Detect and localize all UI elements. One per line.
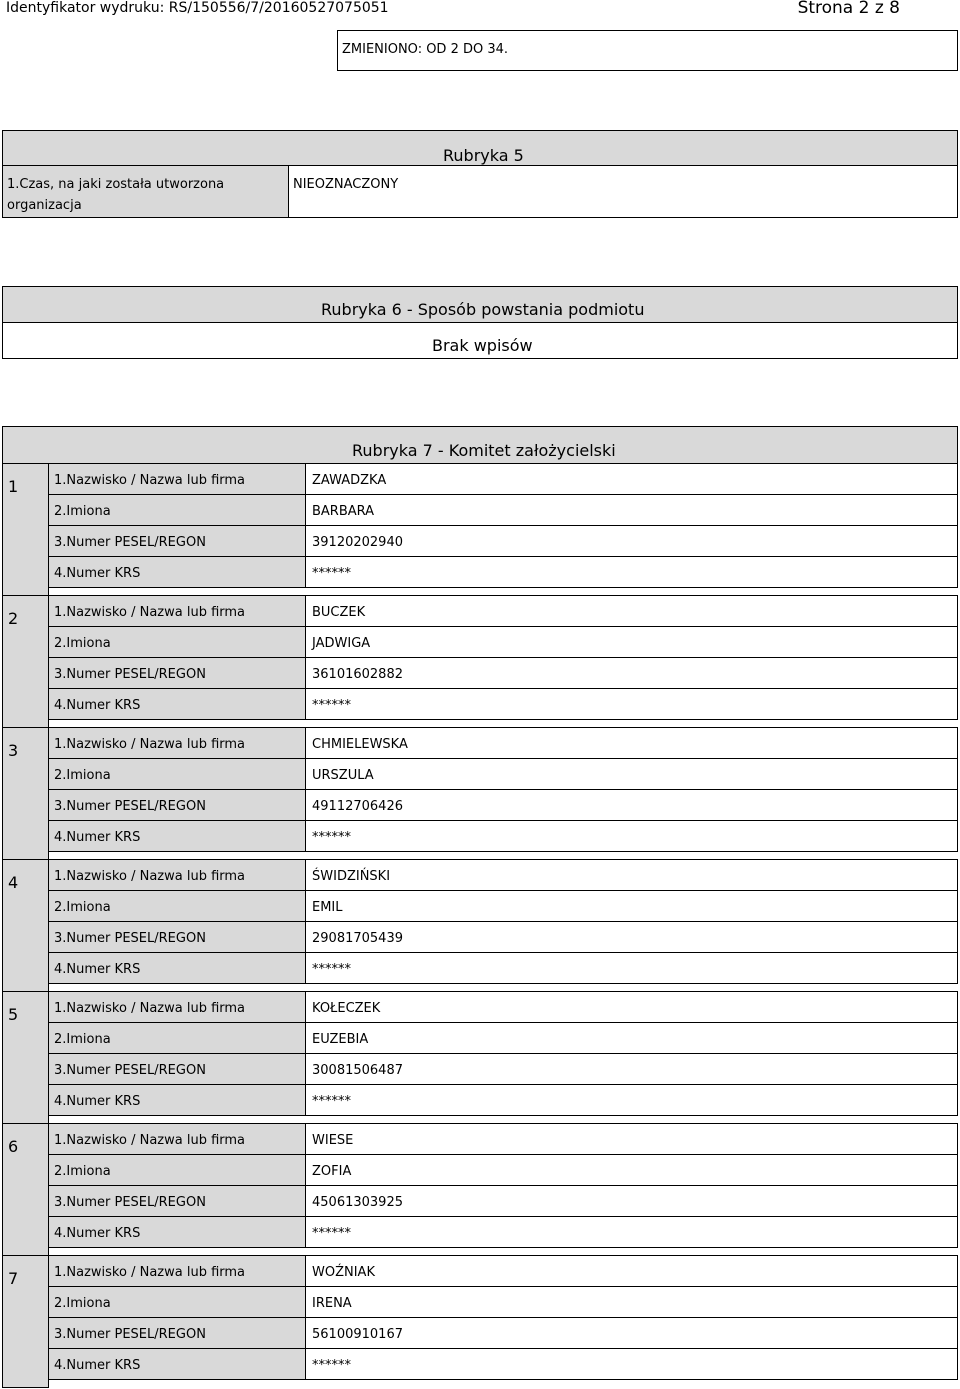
member-surname-label: 1.Nazwisko / Nazwa lub firma [54, 473, 246, 488]
member-krs-value-cell [305, 1084, 958, 1116]
member-pesel-value-cell [305, 657, 958, 689]
member-names-value-cell [305, 1154, 958, 1186]
member-number: 3 [8, 741, 19, 760]
member-surname-value: WIESE [312, 1133, 354, 1148]
member-number-cell [2, 595, 49, 728]
member-names-label-cell [48, 890, 306, 922]
member-names-label: 2.Imiona [54, 504, 111, 519]
rubryka6-value: Brak wpisów [432, 336, 533, 355]
member-pesel-label: 3.Numer PESEL/REGON [54, 667, 206, 682]
member-pesel-label-cell [48, 789, 306, 821]
member-krs-value: ****** [312, 698, 351, 713]
member-krs-label-cell [48, 1216, 306, 1248]
member-surname-label: 1.Nazwisko / Nazwa lub firma [54, 737, 246, 752]
member-names-value-cell [305, 1022, 958, 1054]
member-krs-label: 4.Numer KRS [54, 1094, 141, 1109]
member-surname-label: 1.Nazwisko / Nazwa lub firma [54, 1265, 246, 1280]
member-surname-value: ŚWIDZIŃSKI [312, 869, 391, 884]
member-number-cell [2, 991, 49, 1124]
member-names-label-cell [48, 1286, 306, 1318]
member-pesel-value: 30081506487 [312, 1063, 403, 1078]
change-note: ZMIENIONO: OD 2 DO 34. [342, 42, 509, 57]
member-krs-label: 4.Numer KRS [54, 698, 141, 713]
member-surname-label-cell [48, 1255, 306, 1287]
member-names-label-cell [48, 626, 306, 658]
member-names-label-cell [48, 758, 306, 790]
member-pesel-label: 3.Numer PESEL/REGON [54, 1063, 206, 1078]
member-surname-value: CHMIELEWSKA [312, 737, 408, 752]
member-krs-label: 4.Numer KRS [54, 962, 141, 977]
member-number: 5 [8, 1005, 19, 1024]
member-krs-label: 4.Numer KRS [54, 1226, 141, 1241]
member-pesel-value-cell [305, 1185, 958, 1217]
rubryka6-header [2, 286, 958, 323]
member-surname-value: BUCZEK [312, 605, 366, 620]
member-names-value-cell [305, 626, 958, 658]
member-krs-value-cell [305, 688, 958, 720]
rubryka5-label-cell [2, 165, 289, 218]
rubryka5-label-line2: organizacja [7, 198, 82, 213]
member-number-cell [2, 1123, 49, 1256]
print-identifier: Identyfikator wydruku: RS/150556/7/20160527075051 [6, 0, 389, 16]
member-pesel-value: 49112706426 [312, 799, 403, 814]
member-surname-label: 1.Nazwisko / Nazwa lub firma [54, 605, 246, 620]
member-names-value-cell [305, 1286, 958, 1318]
member-krs-value: ****** [312, 962, 351, 977]
member-number-cell [2, 859, 49, 992]
member-pesel-label-cell [48, 1185, 306, 1217]
member-pesel-value-cell [305, 1053, 958, 1085]
member-pesel-value-cell [305, 1317, 958, 1349]
member-pesel-value: 39120202940 [312, 535, 403, 550]
member-names-value: BARBARA [312, 504, 375, 519]
rubryka6-title: Rubryka 6 - Sposób powstania podmiotu [321, 300, 645, 319]
member-surname-value: KOŁECZEK [312, 1001, 381, 1016]
member-number-cell [2, 1255, 49, 1388]
member-number: 2 [8, 609, 19, 628]
member-pesel-value: 45061303925 [312, 1195, 403, 1210]
member-names-value: EUZEBIA [312, 1032, 369, 1047]
member-surname-label-cell [48, 727, 306, 759]
rubryka6-value-cell [2, 322, 958, 359]
member-names-value: JADWIGA [312, 636, 371, 651]
member-names-value-cell [305, 494, 958, 526]
member-surname-value-cell [305, 463, 958, 495]
member-names-label: 2.Imiona [54, 1164, 111, 1179]
member-pesel-label-cell [48, 525, 306, 557]
member-krs-label-cell [48, 820, 306, 852]
member-surname-label-cell [48, 1123, 306, 1155]
member-names-label: 2.Imiona [54, 900, 111, 915]
member-krs-value: ****** [312, 830, 351, 845]
member-surname-value-cell [305, 991, 958, 1023]
member-pesel-label: 3.Numer PESEL/REGON [54, 931, 206, 946]
member-surname-value-cell [305, 859, 958, 891]
member-krs-label-cell [48, 556, 306, 588]
rubryka5-label-line1: 1.Czas, na jaki została utworzona [7, 177, 225, 192]
member-krs-value: ****** [312, 1226, 351, 1241]
member-names-label: 2.Imiona [54, 1296, 111, 1311]
member-pesel-value: 36101602882 [312, 667, 403, 682]
member-pesel-label: 3.Numer PESEL/REGON [54, 799, 206, 814]
member-pesel-label-cell [48, 921, 306, 953]
member-number: 4 [8, 873, 19, 892]
member-surname-value: WOŹNIAK [312, 1265, 375, 1280]
member-number-cell [2, 727, 49, 860]
member-number: 1 [8, 477, 19, 496]
member-krs-label-cell [48, 952, 306, 984]
member-krs-value-cell [305, 1348, 958, 1380]
member-pesel-label-cell [48, 657, 306, 689]
member-krs-value: ****** [312, 566, 351, 581]
member-names-value-cell [305, 890, 958, 922]
member-number: 7 [8, 1269, 19, 1288]
member-pesel-value-cell [305, 525, 958, 557]
member-names-value: IRENA [312, 1296, 352, 1311]
member-surname-label: 1.Nazwisko / Nazwa lub firma [54, 1001, 246, 1016]
member-names-label-cell [48, 1022, 306, 1054]
member-krs-label: 4.Numer KRS [54, 1358, 141, 1373]
member-pesel-value-cell [305, 921, 958, 953]
member-names-label: 2.Imiona [54, 1032, 111, 1047]
member-pesel-label-cell [48, 1317, 306, 1349]
member-krs-value-cell [305, 820, 958, 852]
member-krs-value-cell [305, 1216, 958, 1248]
member-krs-label-cell [48, 1084, 306, 1116]
member-surname-label-cell [48, 463, 306, 495]
member-pesel-value: 56100910167 [312, 1327, 403, 1342]
member-pesel-label: 3.Numer PESEL/REGON [54, 535, 206, 550]
member-surname-value-cell [305, 1255, 958, 1287]
member-names-value: ZOFIA [312, 1164, 352, 1179]
member-surname-label-cell [48, 595, 306, 627]
member-names-value: EMIL [312, 900, 343, 915]
member-krs-label-cell [48, 1348, 306, 1380]
member-names-value-cell [305, 758, 958, 790]
rubryka5-value-cell [288, 165, 958, 218]
member-pesel-value-cell [305, 789, 958, 821]
member-surname-label: 1.Nazwisko / Nazwa lub firma [54, 1133, 246, 1148]
member-surname-label-cell [48, 859, 306, 891]
member-surname-value: ZAWADZKA [312, 473, 387, 488]
page-number: Strona 2 z 8 [797, 0, 900, 18]
member-names-label-cell [48, 1154, 306, 1186]
change-note-box [337, 30, 958, 71]
rubryka5-value: NIEOZNACZONY [293, 177, 399, 192]
rubryka5-title: Rubryka 5 [443, 146, 524, 165]
member-surname-value-cell [305, 595, 958, 627]
rubryka7-header [2, 426, 958, 464]
member-names-label: 2.Imiona [54, 636, 111, 651]
member-pesel-label-cell [48, 1053, 306, 1085]
rubryka5-header [2, 130, 958, 166]
member-names-label-cell [48, 494, 306, 526]
member-krs-label: 4.Numer KRS [54, 830, 141, 845]
member-krs-label: 4.Numer KRS [54, 566, 141, 581]
member-names-label: 2.Imiona [54, 768, 111, 783]
member-pesel-label: 3.Numer PESEL/REGON [54, 1327, 206, 1342]
rubryka7-title: Rubryka 7 - Komitet założycielski [352, 441, 616, 460]
member-number-cell [2, 463, 49, 596]
member-names-value: URSZULA [312, 768, 374, 783]
member-surname-label-cell [48, 991, 306, 1023]
member-krs-value: ****** [312, 1358, 351, 1373]
member-krs-value-cell [305, 952, 958, 984]
member-pesel-value: 29081705439 [312, 931, 403, 946]
member-pesel-label: 3.Numer PESEL/REGON [54, 1195, 206, 1210]
member-surname-label: 1.Nazwisko / Nazwa lub firma [54, 869, 246, 884]
member-krs-value: ****** [312, 1094, 351, 1109]
member-krs-value-cell [305, 556, 958, 588]
member-krs-label-cell [48, 688, 306, 720]
member-surname-value-cell [305, 1123, 958, 1155]
member-surname-value-cell [305, 727, 958, 759]
member-number: 6 [8, 1137, 19, 1156]
